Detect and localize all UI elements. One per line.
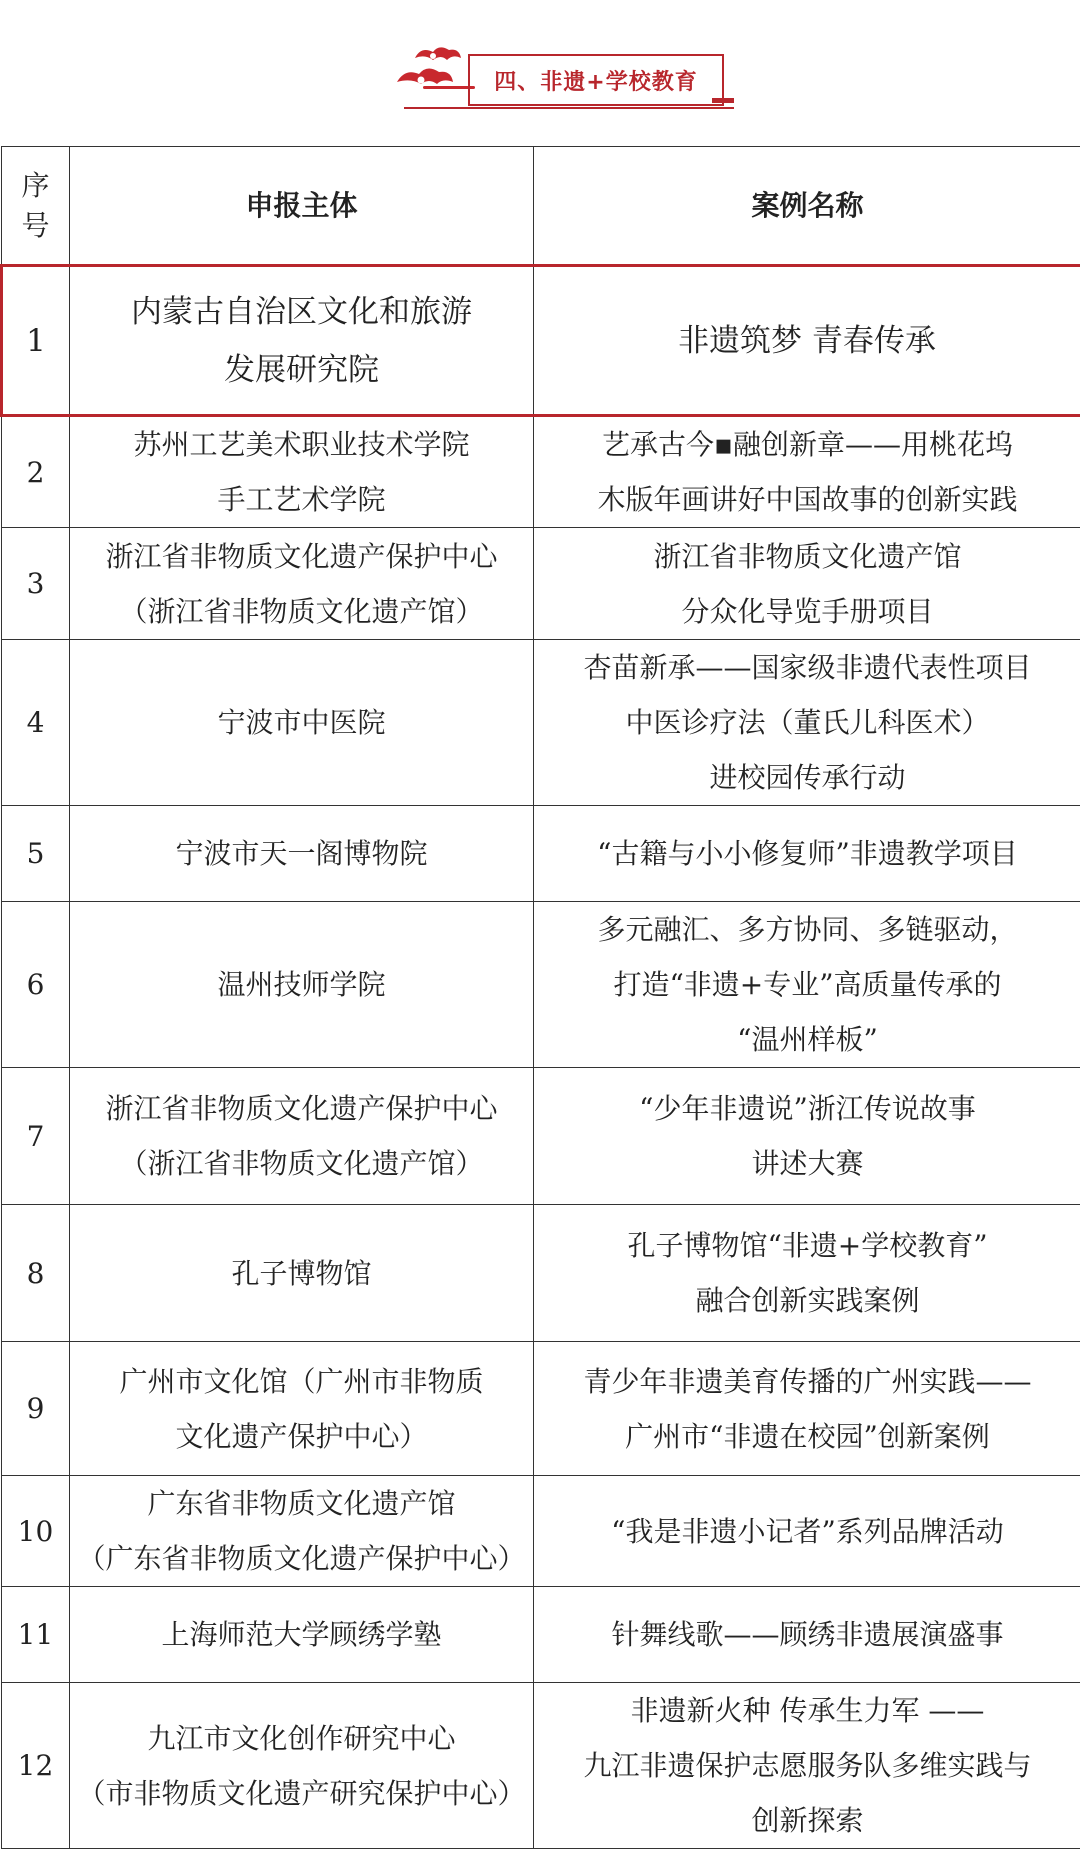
- applicant-line: 文化遗产保护中心）: [175, 1419, 428, 1453]
- case-name-line: 艺承古今▪融创新章——用桃花坞: [602, 428, 1013, 461]
- applicant-line: 手工艺术学院: [217, 483, 386, 516]
- table-row: [2, 528, 1080, 640]
- applicant-line: 孔子博物馆: [231, 1256, 372, 1290]
- title-underline: [404, 107, 734, 109]
- case-name-line: 针舞线歌——顾绣非遗展演盛事: [611, 1618, 1004, 1651]
- case-name-line: “我是非遗小记者”系列品牌活动: [611, 1514, 1004, 1548]
- case-name-line: 进校园传承行动: [709, 761, 906, 794]
- case-name-line: 木版年画讲好中国故事的创新实践: [597, 483, 1018, 516]
- case-name-line: 广州市“非遗在校园”创新案例: [625, 1419, 990, 1453]
- applicant-line: 九江市文化创作研究中心: [147, 1721, 456, 1755]
- table-row: [2, 640, 1080, 806]
- case-name-line: 孔子博物馆“非遗+学校教育”: [627, 1229, 988, 1262]
- applicant-cell: [70, 1068, 534, 1205]
- row-number: 4: [2, 640, 70, 806]
- case-name-line: 讲述大赛: [751, 1147, 864, 1180]
- applicant-line: （浙江省非物质文化遗产馆）: [119, 594, 484, 628]
- applicant-cell: [70, 1476, 534, 1587]
- case-name-cell: [534, 902, 1080, 1068]
- case-name-line: 非遗新火种 传承生力军 ——: [630, 1694, 985, 1727]
- case-name-cell: [534, 1068, 1080, 1205]
- row-number: 5: [2, 806, 70, 902]
- case-name-line: “古籍与小小修复师”非遗教学项目: [597, 837, 1018, 870]
- applicant-line: 上海师范大学顾绣学塾: [161, 1618, 442, 1651]
- case-name-line: 分众化导览手册项目: [681, 594, 934, 628]
- row-number: 12: [2, 1683, 70, 1849]
- row-number: 1: [2, 266, 70, 416]
- applicant-cell: [70, 416, 534, 528]
- applicant-line: 发展研究院: [224, 351, 379, 388]
- case-name-cell: [534, 1205, 1080, 1342]
- row-number: 10: [2, 1476, 70, 1587]
- applicant-line: 内蒙古自治区文化和旅游: [131, 293, 472, 330]
- case-name-line: 浙江省非物质文化遗产馆: [653, 539, 962, 573]
- case-name-cell: [534, 1683, 1080, 1849]
- case-name-line: 中医诊疗法（董氏儿科医术）: [625, 706, 990, 739]
- table-row: [2, 902, 1080, 1068]
- case-name-line: 非遗筑梦 青春传承: [678, 322, 936, 359]
- case-name-line: “少年非遗说”浙江传说故事: [639, 1092, 976, 1125]
- applicant-line: （浙江省非物质文化遗产馆）: [119, 1147, 484, 1180]
- case-name-cell: [534, 640, 1080, 806]
- case-name-cell: [534, 806, 1080, 902]
- table-row: [2, 1587, 1080, 1683]
- case-name-cell: [534, 1476, 1080, 1587]
- case-name-line: 创新探索: [751, 1804, 864, 1837]
- applicant-line: 浙江省非物质文化遗产保护中心: [105, 539, 498, 573]
- table-row: [2, 266, 1080, 416]
- case-name-cell: [534, 1342, 1080, 1476]
- case-name-line: 打造“非遗+专业”高质量传承的: [613, 968, 1002, 1001]
- applicant-line: （广东省非物质文化遗产保护中心）: [77, 1542, 526, 1575]
- case-name-cell: [534, 528, 1080, 640]
- row-number: 7: [2, 1068, 70, 1205]
- case-name-line: 青少年非遗美育传播的广州实践——: [583, 1364, 1032, 1398]
- header-applicant: 申报主体: [70, 147, 534, 266]
- case-name-line: 杏苗新承——国家级非遗代表性项目: [583, 651, 1032, 684]
- applicant-line: （市非物质文化遗产研究保护中心）: [77, 1776, 526, 1810]
- table-row: [2, 416, 1080, 528]
- applicant-cell: [70, 902, 534, 1068]
- applicant-line: 宁波市天一阁博物院: [175, 837, 428, 870]
- applicant-cell: [70, 640, 534, 806]
- section-header: [0, 0, 1080, 146]
- row-number: 2: [2, 416, 70, 528]
- case-name-line: 九江非遗保护志愿服务队多维实践与: [583, 1749, 1032, 1782]
- title-tick: [712, 98, 734, 103]
- applicant-cell: [70, 806, 534, 902]
- section-title: 四、非遗+学校教育: [468, 54, 724, 106]
- row-number: 8: [2, 1205, 70, 1342]
- applicant-cell: [70, 1205, 534, 1342]
- row-number: 11: [2, 1587, 70, 1683]
- case-name-cell: [534, 416, 1080, 528]
- applicant-cell: [70, 1587, 534, 1683]
- case-name-line: 融合创新实践案例: [695, 1284, 920, 1317]
- case-name-line: “温州样板”: [737, 1023, 878, 1056]
- applicant-line: 广州市文化馆（广州市非物质: [119, 1364, 484, 1398]
- case-name-cell: [534, 1587, 1080, 1683]
- case-name-line: 多元融汇、多方协同、多链驱动，: [597, 913, 1018, 946]
- applicant-cell: [70, 266, 534, 416]
- table-header-row: [2, 147, 1080, 266]
- applicant-cell: [70, 1342, 534, 1476]
- row-number: 6: [2, 902, 70, 1068]
- applicant-line: 浙江省非物质文化遗产保护中心: [105, 1092, 498, 1125]
- applicant-cell: [70, 1683, 534, 1849]
- applicant-line: 苏州工艺美术职业技术学院: [133, 428, 470, 461]
- applicant-line: 广东省非物质文化遗产馆: [147, 1487, 456, 1520]
- table-row: [2, 1068, 1080, 1205]
- case-name-cell: [534, 266, 1080, 416]
- applicant-line: 宁波市中医院: [217, 706, 386, 739]
- row-number: 3: [2, 528, 70, 640]
- applicant-line: 温州技师学院: [217, 968, 386, 1001]
- applicant-cell: [70, 528, 534, 640]
- table-row: [2, 1205, 1080, 1342]
- table-row: [2, 1476, 1080, 1587]
- header-no: 序 号: [2, 147, 70, 266]
- table-row: [2, 1342, 1080, 1476]
- row-number: 9: [2, 1342, 70, 1476]
- case-table: [0, 146, 1080, 1849]
- table-row: [2, 1683, 1080, 1849]
- table-row: [2, 806, 1080, 902]
- header-case-name: 案例名称: [534, 147, 1080, 266]
